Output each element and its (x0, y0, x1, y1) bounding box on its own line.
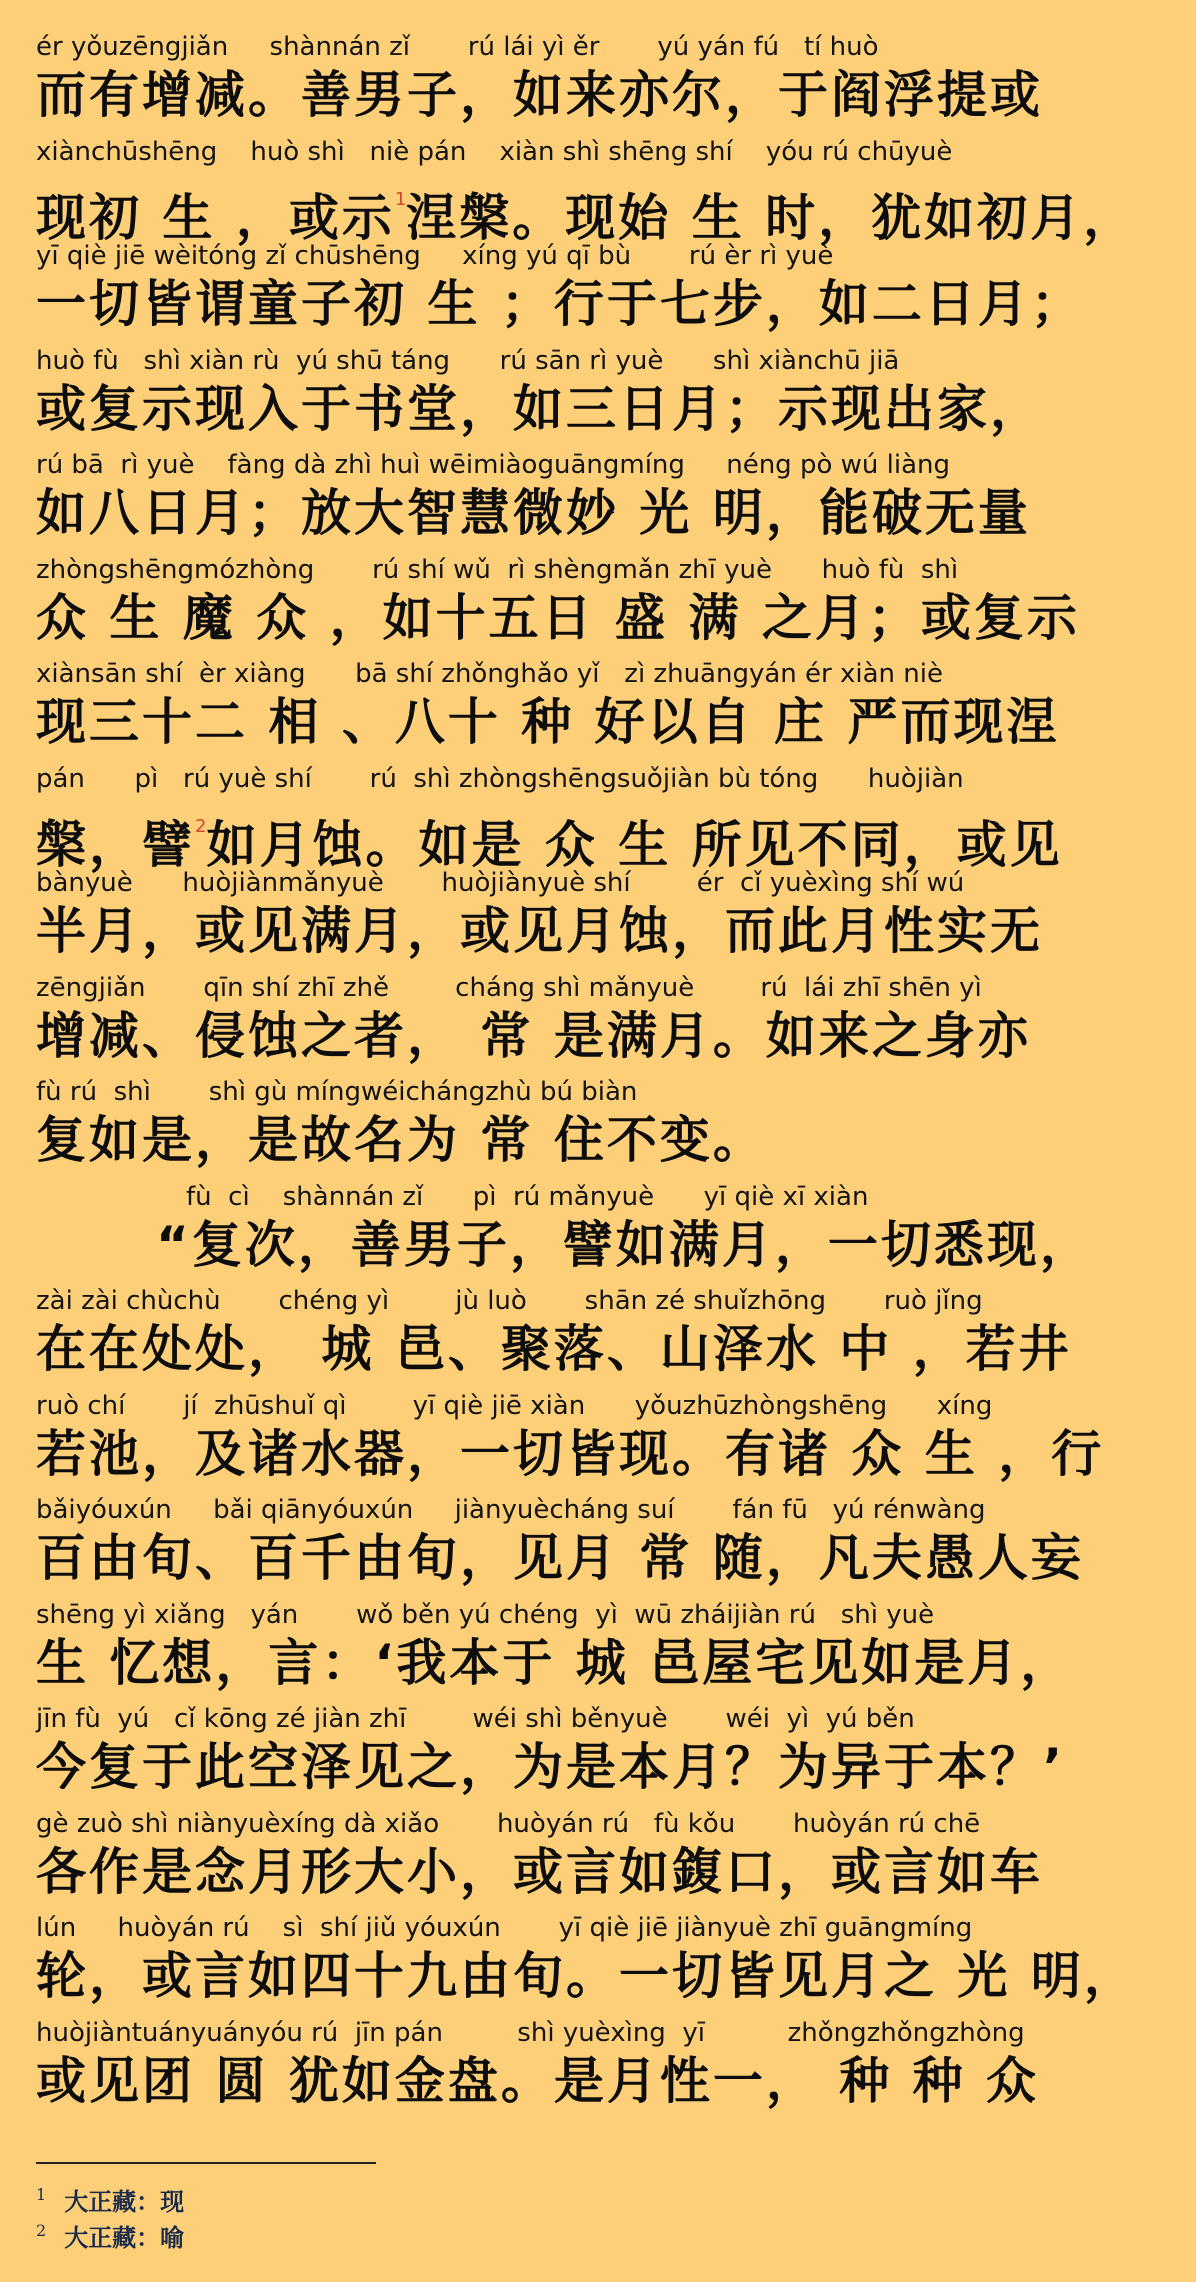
pinyin-annotation: huòjiàntuányuányóu rú jīn pán shì yuèxìng yī zhǒngzhǒngzhòng (36, 2018, 1025, 2048)
footnote-divider (36, 2162, 376, 2164)
chinese-text (36, 794, 1063, 874)
verse-line (36, 2016, 1046, 2120)
verse-line (36, 866, 1046, 970)
chinese-text: 在在处处， 城 邑、聚落、山泽水 中 ，若井 (36, 1320, 1072, 1378)
chinese-text-part: 现初 生 ，或示 (36, 189, 395, 247)
pinyin-annotation: fù rú shì shì gù míngwéichángzhù bú biàn (36, 1077, 638, 1107)
chinese-text: 而有增减。善男子，如来亦尔，于阎浮提或 (36, 66, 1043, 124)
verse-line (36, 1493, 1084, 1597)
pinyin-annotation: fù cì shànnán zǐ pì rú mǎnyuè yī qiè xī xiàn (186, 1182, 869, 1212)
chinese-text-part: 涅槃。现始 生 时，犹如初月， (406, 189, 1137, 247)
chinese-text-part: 槃，譬 (36, 816, 195, 874)
chinese-text: 众 生 魔 众 ，如十五日 盛 满 之月；或复示 (36, 589, 1080, 647)
verse-line (36, 30, 1046, 134)
verse-line (36, 1075, 1046, 1179)
pinyin-annotation: zài zài chùchù chéng yì jù luò shān zé shuǐzhōng ruò jǐng (36, 1286, 983, 1316)
pinyin-annotation: zēngjiǎn qīn shí zhī zhě cháng shì mǎnyuè rú lái zhī shēn yì (36, 973, 982, 1003)
pinyin-annotation: rú bā rì yuè fàng dà zhì huì wēimiàoguāngmíng néng pò wú liàng (36, 450, 950, 480)
verse-line (36, 553, 1080, 657)
pinyin-annotation: bǎiyóuxún bǎi qiānyóuxún jiànyuècháng suí fán fū yú rénwàng (36, 1495, 986, 1525)
verse-line (36, 1702, 1065, 1806)
footnote-marker[interactable]: 1 (394, 189, 407, 210)
footnote-number: 2 (36, 2221, 47, 2240)
chinese-text: 若池，及诸水器，一切皆现。有诸 众 生 ，行 (36, 1425, 1105, 1483)
chinese-text-part: 如月蚀。如是 众 生 所见不同，或见 (206, 816, 1063, 874)
pinyin-annotation: gè zuò shì niànyuèxíng dà xiǎo huòyán rú fù kǒu huòyán rú chē (36, 1809, 981, 1839)
chinese-text: “复次，善男子，譬如满月，一切悉现， (156, 1216, 1093, 1274)
pinyin-annotation: bànyuè huòjiànmǎnyuè huòjiànyuè shí ér cǐ yuèxìng shí wú (36, 868, 965, 898)
verse-line (36, 448, 1046, 552)
verse-line (36, 971, 1046, 1075)
verse-line (36, 1180, 1093, 1284)
verse-line (36, 1284, 1072, 1388)
pinyin-annotation: yī qiè jiē wèitóng zǐ chūshēng xíng yú qī bù rú èr rì yuè (36, 241, 834, 271)
pinyin-annotation: ér yǒuzēngjiǎn shànnán zǐ rú lái yì ěr yú yán fú tí huò (36, 32, 879, 62)
verse-line (36, 1911, 1137, 2015)
pinyin-annotation: ruò chí jí zhūshuǐ qì yī qiè jiē xiàn yǒuzhūzhòngshēng xíng (36, 1391, 993, 1421)
footnote-number: 1 (36, 2185, 47, 2204)
verse-line (36, 1807, 1046, 1911)
footnote-text: 大正藏：现 (64, 2187, 185, 2216)
chinese-text: 生 忆想，言：‘我本于 城 邑屋宅见如是月， (36, 1634, 1074, 1692)
verse-line (36, 344, 1046, 448)
pinyin-annotation: pán pì rú yuè shí rú shì zhòngshēngsuǒjiàn bù tóng huòjiàn (36, 764, 964, 794)
chinese-text: 各作是念月形大小，或言如鍑口，或言如车 (36, 1843, 1043, 1901)
chinese-text: 如八日月；放大智慧微妙 光 明，能破无量 (36, 484, 1031, 542)
verse-line (36, 135, 1137, 247)
pinyin-annotation: zhòngshēngmózhòng rú shí wǔ rì shèngmǎn zhī yuè huò fù shì (36, 555, 959, 585)
footnote-text: 大正藏：喻 (64, 2223, 185, 2252)
chinese-text: 增减、侵蚀之者， 常 是满月。如来之身亦 (36, 1007, 1031, 1065)
footnote-marker[interactable]: 2 (195, 816, 207, 837)
verse-line (36, 762, 1063, 874)
footnote-item (36, 2214, 185, 2252)
chinese-text: 或复示现入于书堂，如三日月；示现出家， (36, 380, 1043, 438)
pinyin-annotation: xiànsān shí èr xiàng bā shí zhǒnghǎo yǐ zì zhuāngyán ér xiàn niè (36, 659, 943, 689)
verse-line (36, 239, 1084, 343)
verse-line (36, 657, 1060, 761)
chinese-text: 或见团 圆 犹如金盘。是月性一， 种 种 众 (36, 2052, 1040, 2110)
pinyin-annotation: shēng yì xiǎng yán wǒ běn yú chéng yì wū zháijiàn rú shì yuè (36, 1600, 935, 1630)
pinyin-annotation: xiànchūshēng huò shì niè pán xiàn shì shēng shí yóu rú chūyuè (36, 137, 953, 167)
chinese-text: 百由旬、百千由旬，见月 常 随，凡夫愚人妄 (36, 1529, 1084, 1587)
pinyin-annotation: jīn fù yú cǐ kōng zé jiàn zhī wéi shì běnyuè wéi yì yú běn (36, 1704, 915, 1734)
verse-line (36, 1389, 1105, 1493)
pinyin-annotation: huò fù shì xiàn rù yú shū táng rú sān rì yuè shì xiànchū jiā (36, 346, 900, 376)
pinyin-annotation: lún huòyán rú sì shí jiǔ yóuxún yī qiè jiē jiànyuè zhī guāngmíng (36, 1913, 973, 1943)
chinese-text: 今复于此空泽见之，为是本月？为异于本？’ (36, 1738, 1065, 1796)
chinese-text: 轮，或言如四十九由旬。一切皆见月之 光 明， (36, 1947, 1137, 2005)
chinese-text (36, 167, 1137, 247)
chinese-text: 现三十二 相 、八十 种 好以自 庄 严而现涅 (36, 693, 1060, 751)
chinese-text: 一切皆谓童子初 生 ；行于七步，如二日月； (36, 275, 1084, 333)
footnote-item (36, 2178, 185, 2216)
verse-line (36, 1598, 1074, 1702)
chinese-text: 复如是，是故名为 常 住不变。 (36, 1111, 766, 1169)
chinese-text: 半月，或见满月，或见月蚀，而此月性实无 (36, 902, 1043, 960)
